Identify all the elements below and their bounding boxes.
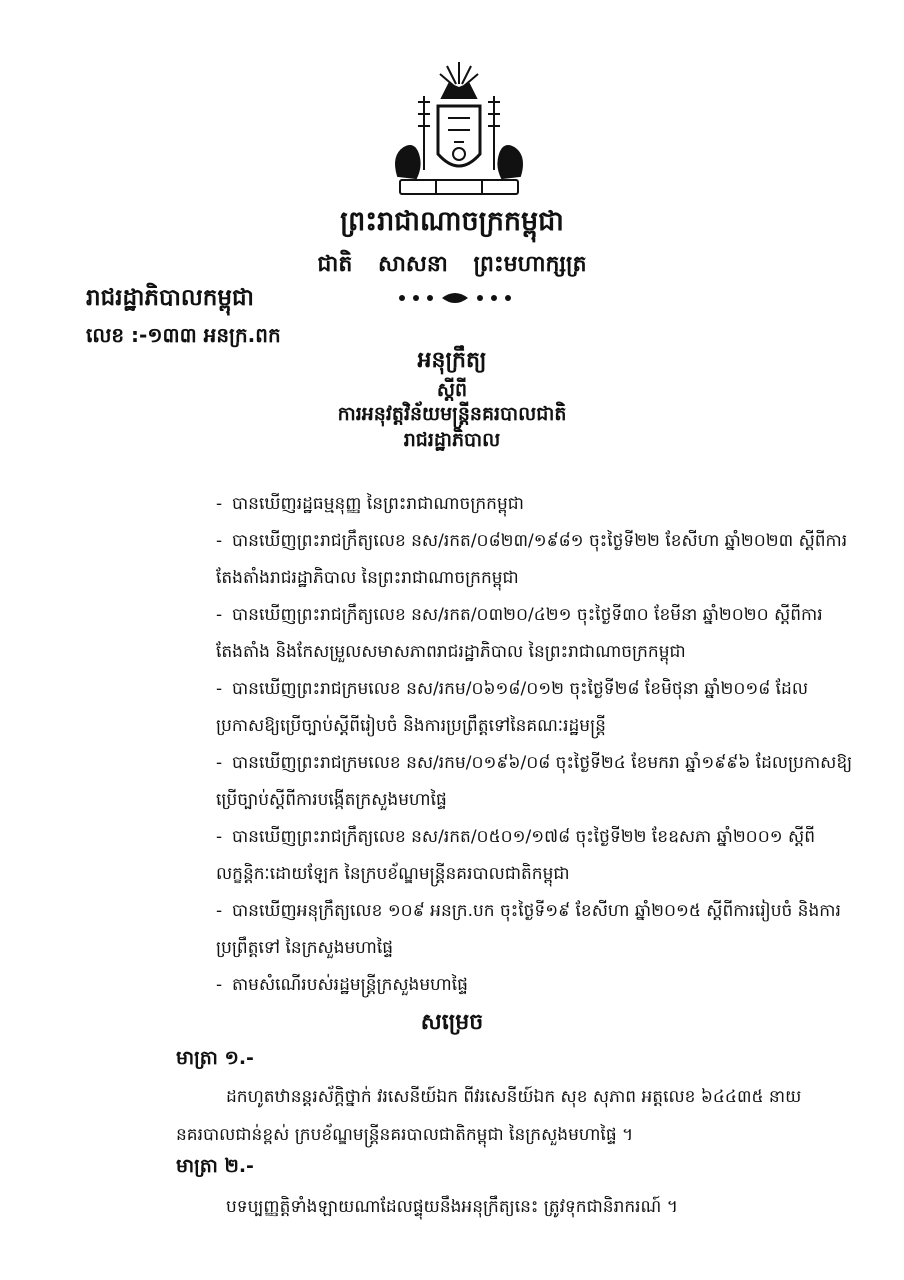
royal-coat-of-arms-icon: [384, 58, 534, 200]
preamble-item: - តាមសំណើរបស់រដ្ឋមន្ត្រីក្រសួងមហាផ្ទៃ: [216, 975, 468, 995]
issuer: រាជរដ្ឋាភិបាល: [403, 429, 501, 451]
reference-number: លេខ :-១៣៣ អនក្រ.ពក: [86, 323, 281, 347]
ornamental-divider-icon: [390, 290, 520, 306]
article-2-body: បទប្បញ្ញត្តិទាំងឡាយណាដែលផ្ទុយនឹងអនុក្រឹត្យនេះ ត្រូវទុកជានិរាករណ៍ ។: [226, 1197, 678, 1217]
article-2-heading: មាត្រា ២.-: [176, 1155, 254, 1177]
about-label: ស្តីពី: [436, 379, 468, 401]
article-1-body: ដកហូតឋានន្តរស័ក្តិថ្នាក់ វរសេនីយ៍ឯក ពីវរសេនីយ៍ឯក សុខ សុភាព អត្តលេខ ៦៤៤៣៥ នាយនគរបាលជាន់ខ្ពស់ ក្របខ័ណ្ឌមន្ត្រីនគរបាលជាតិកម្ពុជា នៃក្រសួងមហាផ្ទៃ ។: [176, 1087, 802, 1145]
government-name: រាជរដ្ឋាភិបាលកម្ពុជា: [86, 285, 254, 311]
document-subject: ការអនុវត្តវិន័យមន្ត្រីនគរបាលជាតិ: [337, 403, 567, 425]
national-motto: ជាតិ សាសនា ព្រះមហាក្សត្រ: [317, 252, 587, 277]
preamble-item: - បានឃើញព្រះរាជក្រឹត្យលេខ នស/រកត/០៨២៣/១៩៨១ ចុះថ្ងៃទី២២ ខែសីហា ឆ្នាំ២០២៣ ស្តីពីការតែងតាំងរាជរដ្ឋាភិបាល នៃព្រះរាជាណាចក្រកម្ពុជា: [216, 531, 848, 588]
article-1-heading: មាត្រា ១.-: [176, 1047, 254, 1069]
kingdom-title: ព្រះរាជាណាចក្រកម្ពុជា: [340, 206, 564, 237]
preamble-item: - បានឃើញព្រះរាជក្រឹត្យលេខ នស/រកត/០៥០១/១៧៨ ចុះថ្ងៃទី២២ ខែឧសភា ឆ្នាំ២០០១ ស្តីពីលក្ខន្តិកៈដោយឡែក នៃក្របខ័ណ្ឌមន្ត្រីនគរបាលជាតិកម្ពុជា: [216, 827, 816, 884]
decision-heading: សម្រេច: [420, 1010, 484, 1035]
document-type: អនុក្រឹត្យ: [417, 348, 487, 373]
preamble-item: - បានឃើញអនុក្រឹត្យលេខ ១០៩ អនក្រ.បក ចុះថ្ងៃទី១៩ ខែសីហា ឆ្នាំ២០១៥ ស្តីពីការរៀបចំ និងការប្រព្រឹត្តទៅ នៃក្រសួងមហាផ្ទៃ: [216, 901, 841, 958]
preamble-item: - បានឃើញរដ្ឋធម្មនុញ្ញ នៃព្រះរាជាណាចក្រកម្ពុជា: [216, 494, 524, 514]
preamble-item: - បានឃើញព្រះរាជក្រមលេខ នស/រកម/០១៩៦/០៨ ចុះថ្ងៃទី២៤ ខែមករា ឆ្នាំ១៩៩៦ ដែលប្រកាសឱ្យប្រើច្បាប់ស្តីពីការបង្កើតក្រសួងមហាផ្ទៃ: [216, 753, 853, 810]
preamble-list: [216, 486, 856, 1004]
preamble-item: - បានឃើញព្រះរាជក្រឹត្យលេខ នស/រកត/០៣២០/៤២១ ចុះថ្ងៃទី៣០ ខែមីនា ឆ្នាំ២០២០ ស្តីពីការតែងតាំង និងកែសម្រួលសមាសភាពរាជរដ្ឋាភិបាល នៃព្រះរាជាណាចក្រកម្ពុជា: [216, 605, 823, 662]
preamble-item: - បានឃើញព្រះរាជក្រមលេខ នស/រកម/០៦១៨/០១២ ចុះថ្ងៃទី២៨ ខែមិថុនា ឆ្នាំ២០១៨ ដែលប្រកាសឱ្យប្រើច្បាប់ស្តីពីរៀបចំ និងការប្រព្រឹត្តទៅនៃគណៈរដ្ឋមន្ត្រី: [216, 679, 809, 736]
